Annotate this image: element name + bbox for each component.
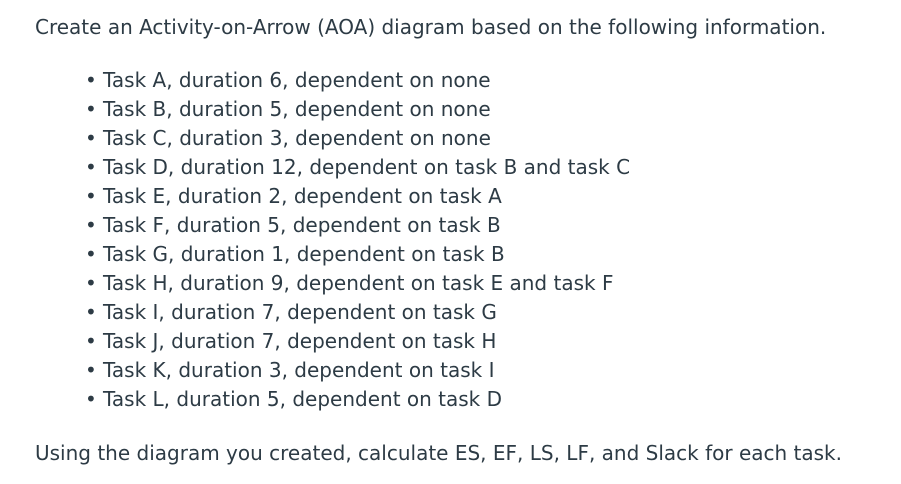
intro-paragraph: Create an Activity-on-Arrow (AOA) diagram based on the following information. — [35, 15, 827, 39]
task-item-l — [85, 385, 901, 414]
task-item-f — [85, 211, 901, 240]
bullet-icon: • — [85, 126, 97, 150]
task-text: Task C, duration 3, dependent on none — [103, 126, 491, 150]
bullet-icon: • — [85, 271, 97, 295]
task-item-i — [85, 298, 901, 327]
bullet-icon: • — [85, 387, 97, 411]
task-list — [35, 66, 901, 414]
task-text: Task D, duration 12, dependent on task B and task C — [103, 155, 631, 179]
task-text: Task B, duration 5, dependent on none — [103, 97, 491, 121]
bullet-icon: • — [85, 68, 97, 92]
task-text: Task J, duration 7, dependent on task H — [103, 329, 497, 353]
task-item-g — [85, 240, 901, 269]
bullet-icon: • — [85, 155, 97, 179]
bullet-icon: • — [85, 242, 97, 266]
task-item-d — [85, 153, 901, 182]
task-item-c — [85, 124, 901, 153]
task-text: Task G, duration 1, dependent on task B — [103, 242, 505, 266]
bullet-icon: • — [85, 358, 97, 382]
bullet-icon: • — [85, 329, 97, 353]
task-item-a — [85, 66, 901, 95]
task-item-h — [85, 269, 901, 298]
task-text: Task A, duration 6, dependent on none — [103, 68, 491, 92]
task-text: Task F, duration 5, dependent on task B — [103, 213, 501, 237]
task-item-j — [85, 327, 901, 356]
task-item-k — [85, 356, 901, 385]
task-text: Task H, duration 9, dependent on task E and task F — [103, 271, 614, 295]
task-text: Task K, duration 3, dependent on task I — [103, 358, 495, 382]
outro-paragraph: Using the diagram you created, calculate ES, EF, LS, LF, and Slack for each task. — [35, 441, 842, 465]
task-text: Task E, duration 2, dependent on task A — [103, 184, 502, 208]
task-text: Task I, duration 7, dependent on task G — [103, 300, 497, 324]
bullet-icon: • — [85, 213, 97, 237]
bullet-icon: • — [85, 300, 97, 324]
bullet-icon: • — [85, 184, 97, 208]
task-item-b — [85, 95, 901, 124]
task-item-e — [85, 182, 901, 211]
bullet-icon: • — [85, 97, 97, 121]
task-text: Task L, duration 5, dependent on task D — [103, 387, 503, 411]
